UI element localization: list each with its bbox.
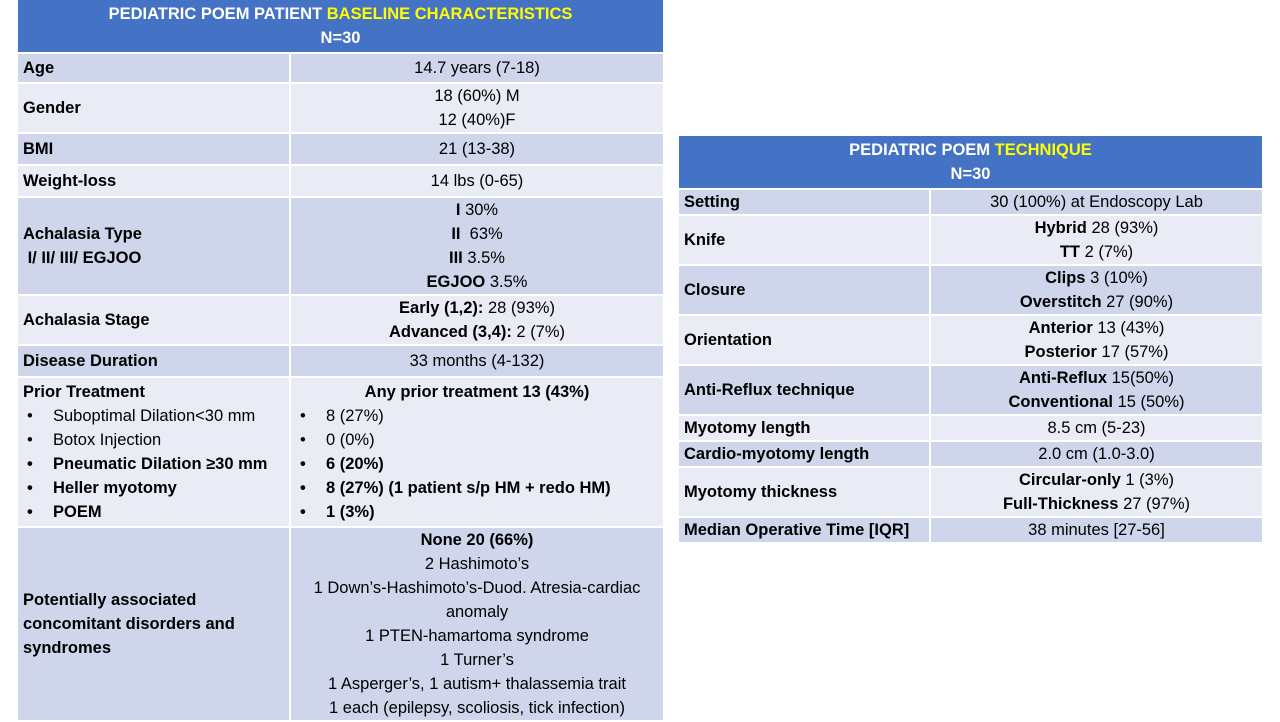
prior-treatment-values: • 8 (27%) • 0 (0%) • 6 (20%) • 8 (27%) (1 patient s/p HM + redo HM) • 1 (3%) [296, 404, 658, 524]
row-disease-duration: Disease Duration 33 months (4-132) [18, 345, 663, 377]
row-achalasia-stage: Achalasia Stage Early (1,2): 28 (93%) Advanced (3,4): 2 (7%) [18, 295, 663, 345]
stage-early: Early (1,2): 28 (93%) [399, 299, 555, 317]
row-anti-reflux: Anti-Reflux technique Anti-Reflux 15(50%) Conventional 15 (50%) [679, 365, 1262, 415]
type-ii: II 63% [451, 225, 503, 243]
baseline-title: PEDIATRIC POEM PATIENT BASELINE CHARACTERISTICS N=30 [18, 0, 663, 53]
row-bmi: BMI 21 (13-38) [18, 133, 663, 165]
row-myotomy-thickness: Myotomy thickness Circular-only 1 (3%) Full-Thickness 27 (97%) [679, 467, 1262, 517]
row-age: Age 14.7 years (7-18) [18, 53, 663, 83]
row-achalasia-type: Achalasia Type I/ II/ III/ EGJOO I 30% II 63% III 3.5% EGJOO 3.5% [18, 197, 663, 295]
baseline-table [18, 0, 663, 722]
baseline-header [18, 0, 663, 53]
type-i: I 30% [455, 201, 499, 219]
row-myotomy-length: Myotomy length 8.5 cm (5-23) [679, 415, 1262, 441]
type-egjoo: EGJOO 3.5% [426, 273, 528, 291]
stage-advanced: Advanced (3,4): 2 (7%) [388, 323, 566, 341]
technique-table [679, 136, 1262, 544]
row-closure: Closure Clips 3 (10%) Overstitch 27 (90%) [679, 265, 1262, 315]
row-operative-time: Median Operative Time [IQR] 38 minutes [27-56] [679, 517, 1262, 543]
row-cardio-length: Cardio-myotomy length 2.0 cm (1.0-3.0) [679, 441, 1262, 467]
row-gender: Gender 18 (60%) M 12 (40%)F [18, 83, 663, 133]
row-orientation: Orientation Anterior 13 (43%) Posterior 17 (57%) [679, 315, 1262, 365]
technique-title: PEDIATRIC POEM TECHNIQUE N=30 [679, 136, 1262, 189]
row-weight-loss: Weight-loss 14 lbs (0-65) [18, 165, 663, 197]
type-iii: III 3.5% [449, 249, 505, 267]
row-prior-treatment: Prior Treatment • Suboptimal Dilation<30 mm • Botox Injection • Pneumatic Dilation ≥30 mm • Heller myotomy • POEM Any prior treatment 13 (43%) • 8 (27%) • 0 (0%) • 6 (20%) • 8 (27%) (1 patient s/p HM + redo HM) • 1 (3%) [18, 377, 663, 527]
technique-header [679, 136, 1262, 189]
row-concomitant: Potentially associated concomitant disorders and syndromes None 20 (66%) 2 Hashimoto’s 1 Down’s-Hashimoto’s-Duod. Atresia-cardiac anomaly 1 PTEN-hamartoma syndrome 1 Turner’s 1 Asperger’s, 1 autism+ thalassemia trait 1 each (epilepsy, scoliosis, tick infection) [18, 527, 663, 721]
prior-treatment-list: • Suboptimal Dilation<30 mm • Botox Injection • Pneumatic Dilation ≥30 mm • Heller myotomy • POEM [23, 404, 284, 524]
row-knife: Knife Hybrid 28 (93%) TT 2 (7%) [679, 215, 1262, 265]
row-setting: Setting 30 (100%) at Endoscopy Lab [679, 189, 1262, 215]
